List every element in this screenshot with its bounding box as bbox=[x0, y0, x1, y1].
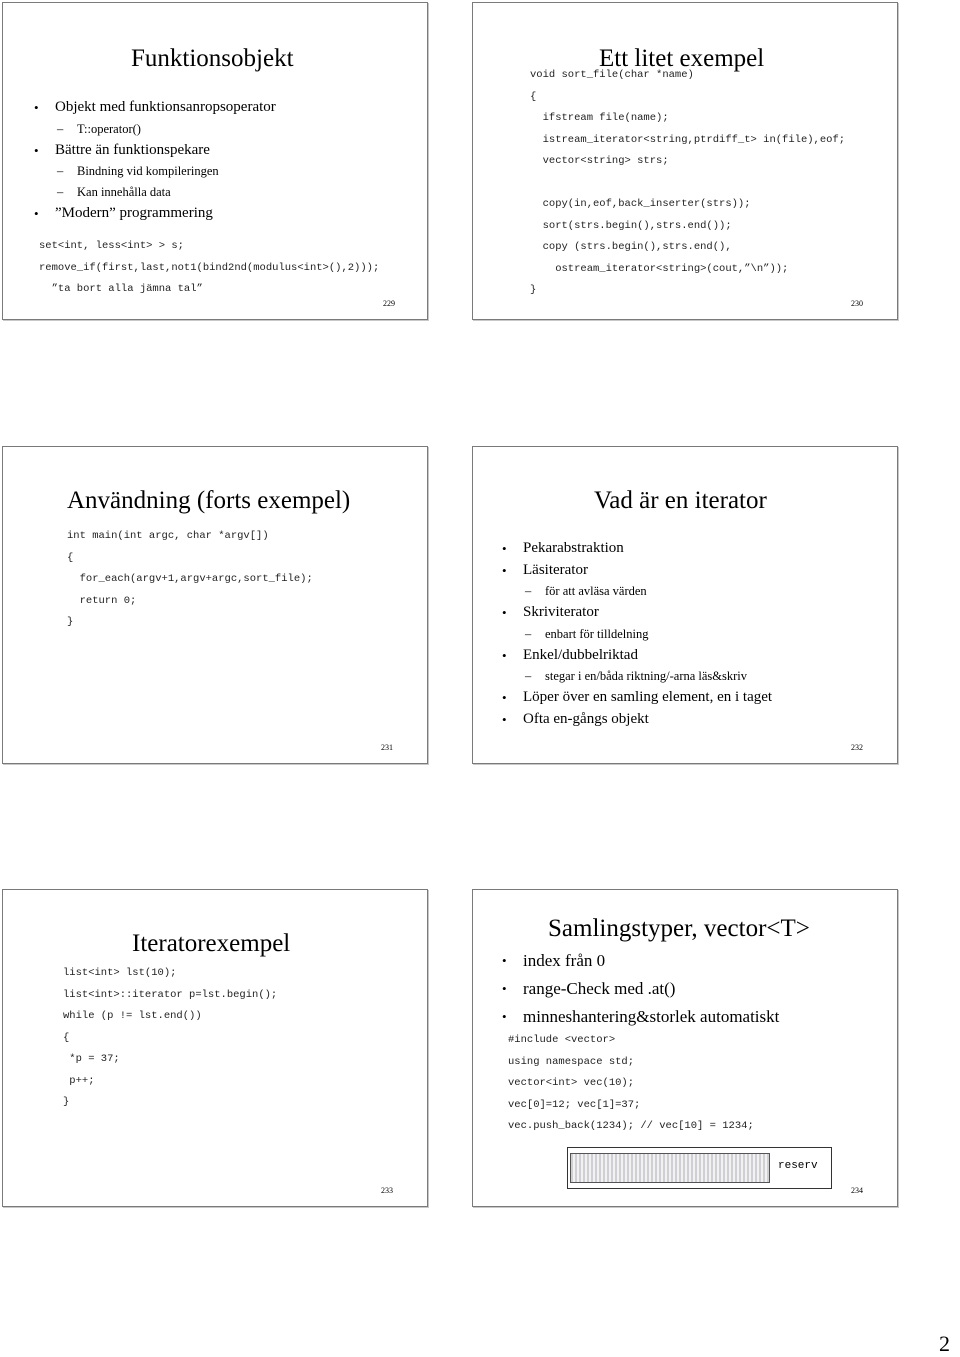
code-block bbox=[63, 963, 277, 1114]
bullet-icon: • bbox=[502, 711, 507, 727]
bullet-text: Objekt med funktionsanropsoperator bbox=[55, 99, 276, 115]
bullet-item bbox=[501, 975, 779, 1003]
code-line: for_each(argv+1,argv+argc,sort_file); bbox=[67, 573, 313, 585]
bullet-icon: • bbox=[34, 206, 39, 221]
bullet-item bbox=[501, 538, 772, 560]
bullet-icon: • bbox=[502, 1009, 507, 1024]
bullet-text: range-Check med .at() bbox=[523, 979, 676, 998]
bullet-item bbox=[501, 687, 772, 709]
slide-title: Ett litet exempel bbox=[599, 45, 765, 72]
sub-bullet-item bbox=[33, 182, 276, 203]
bullet-item bbox=[501, 947, 779, 975]
slide-number: 229 bbox=[383, 299, 395, 308]
code-line: copy (strs.begin(),strs.end(), bbox=[530, 241, 732, 253]
bullet-text: Bindning vid kompileringen bbox=[77, 164, 219, 178]
bullet-text: Skriviterator bbox=[523, 604, 599, 620]
code-block bbox=[39, 236, 379, 301]
dash-icon: – bbox=[57, 185, 64, 199]
bullet-text: Pekarabstraktion bbox=[523, 540, 624, 556]
bullet-icon: • bbox=[502, 541, 507, 556]
code-line: ifstream file(name); bbox=[530, 112, 669, 124]
slide-233 bbox=[2, 889, 428, 1207]
code-line: { bbox=[530, 90, 537, 103]
bullet-text: Kan innehålla data bbox=[77, 185, 171, 199]
slide-number: 232 bbox=[851, 743, 863, 752]
code-line: return 0; bbox=[67, 594, 137, 607]
bullet-item bbox=[501, 709, 772, 731]
code-line: ostream_iterator<string>(cout,”\n”)); bbox=[530, 262, 789, 275]
code-line: int main(int argc, char *argv[]) bbox=[67, 530, 269, 542]
bullet-icon: • bbox=[34, 100, 39, 115]
bullet-icon: • bbox=[34, 142, 39, 158]
page-number: 2 bbox=[939, 1331, 950, 1356]
bullet-item bbox=[501, 602, 772, 624]
dash-icon: – bbox=[57, 164, 64, 178]
code-line: list<int> lst(10); bbox=[63, 967, 177, 979]
slide-title: Vad är en iterator bbox=[594, 487, 767, 514]
bullet-item bbox=[501, 1003, 779, 1031]
bullet-icon: • bbox=[502, 953, 507, 968]
bullet-text: stegar i en/båda riktning/-arna läs&skriv bbox=[545, 669, 748, 683]
bullet-icon: • bbox=[502, 605, 507, 620]
dash-icon: – bbox=[525, 584, 532, 598]
code-line: while (p != lst.end()) bbox=[63, 1010, 202, 1022]
reserve-label: reserv bbox=[778, 1160, 818, 1172]
slide-232 bbox=[472, 446, 898, 764]
bullet-text: för att avläsa värden bbox=[545, 584, 647, 598]
sub-bullet-item bbox=[501, 624, 772, 645]
slide-title: Samlingstyper, vector<T> bbox=[548, 915, 810, 942]
slide-title: Funktionsobjekt bbox=[131, 45, 294, 72]
sub-bullet-item bbox=[33, 119, 276, 140]
bullet-text: Löper över en samling element, en i taget bbox=[523, 689, 773, 705]
code-line bbox=[530, 173, 845, 195]
sub-bullet-item bbox=[501, 581, 772, 602]
dash-icon: – bbox=[525, 669, 532, 683]
code-line: ”ta bort alla jämna tal” bbox=[39, 283, 203, 295]
slide-number: 234 bbox=[851, 1186, 863, 1195]
code-line: vector<int> vec(10); bbox=[508, 1077, 635, 1089]
slide-title: Användning (forts exempel) bbox=[67, 487, 351, 514]
code-line: vector<string> strs; bbox=[530, 155, 669, 167]
slide-230 bbox=[472, 2, 898, 320]
slide-number: 231 bbox=[381, 743, 393, 752]
code-line: remove_if(first,last,not1(bind2nd(modulus<int>(),2))); bbox=[39, 261, 380, 274]
code-line: set<int, less<int> > s; bbox=[39, 240, 184, 252]
used-elements-region bbox=[570, 1153, 770, 1183]
bullet-icon: • bbox=[502, 647, 507, 663]
slide-number: 233 bbox=[381, 1186, 393, 1195]
code-line: *p = 37; bbox=[63, 1053, 120, 1065]
sub-bullet-item bbox=[501, 666, 772, 687]
code-line: copy(in,eof,back_inserter(strs)); bbox=[530, 198, 751, 210]
bullet-text: ”Modern” programmering bbox=[55, 205, 213, 221]
code-line: istream_iterator<string,ptrdiff_t> in(file),eof; bbox=[530, 133, 846, 146]
bullet-item bbox=[33, 97, 276, 119]
vector-memory-diagram bbox=[567, 1147, 832, 1189]
dash-icon: – bbox=[525, 626, 532, 641]
slide-number: 230 bbox=[851, 299, 863, 308]
bullet-list bbox=[501, 538, 772, 730]
code-line: vec[0]=12; vec[1]=37; bbox=[508, 1098, 641, 1111]
code-line: vec.push_back(1234); // vec[10] = 1234; bbox=[508, 1120, 754, 1132]
slide-229 bbox=[2, 2, 428, 320]
bullet-text: Enkel/dubbelriktad bbox=[523, 646, 638, 663]
code-line: } bbox=[67, 616, 74, 628]
bullet-item bbox=[501, 560, 772, 582]
bullet-item bbox=[33, 203, 276, 225]
code-line: } bbox=[530, 284, 537, 296]
slide-title: Iteratorexempel bbox=[132, 930, 291, 957]
code-block bbox=[530, 65, 845, 302]
code-block bbox=[508, 1030, 754, 1138]
code-line: p++; bbox=[63, 1074, 95, 1087]
code-block bbox=[67, 526, 313, 634]
bullet-text: Läsiterator bbox=[523, 561, 588, 578]
bullet-list bbox=[501, 947, 779, 1031]
bullet-icon: • bbox=[502, 981, 507, 996]
bullet-text: enbart för tilldelning bbox=[545, 626, 649, 641]
bullet-text: Ofta en-gångs objekt bbox=[523, 710, 649, 727]
bullet-item bbox=[501, 645, 772, 667]
code-line: list<int>::iterator p=lst.begin(); bbox=[63, 988, 278, 1001]
code-line: #include <vector> bbox=[508, 1034, 616, 1046]
dash-icon: – bbox=[57, 121, 64, 136]
slide-231 bbox=[2, 446, 428, 764]
bullet-item bbox=[33, 140, 276, 162]
bullet-text: T::operator() bbox=[77, 121, 141, 136]
code-line: } bbox=[63, 1096, 70, 1108]
bullet-text: index från 0 bbox=[523, 951, 606, 970]
slide-234 bbox=[472, 889, 898, 1207]
bullet-text: Bättre än funktionspekare bbox=[55, 141, 210, 158]
bullet-list bbox=[33, 97, 276, 225]
bullet-text: minneshantering&storlek automatiskt bbox=[523, 1007, 780, 1026]
code-line: { bbox=[63, 1031, 70, 1044]
code-line: sort(strs.begin(),strs.end()); bbox=[530, 219, 732, 232]
code-line: void sort_file(char *name) bbox=[530, 69, 694, 81]
bullet-icon: • bbox=[502, 690, 507, 705]
bullet-icon: • bbox=[502, 562, 507, 578]
code-line: { bbox=[67, 551, 74, 564]
sub-bullet-item bbox=[33, 161, 276, 182]
code-line: using namespace std; bbox=[508, 1055, 635, 1068]
